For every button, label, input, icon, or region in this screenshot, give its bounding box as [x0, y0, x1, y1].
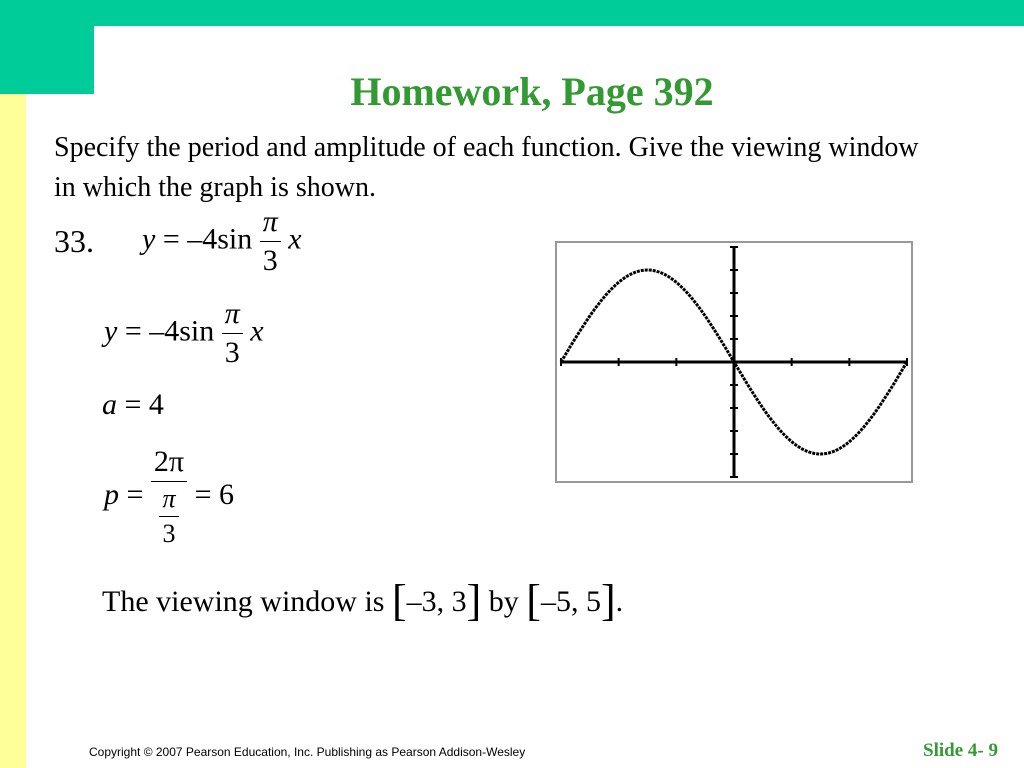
- eq-func: sin: [217, 222, 253, 256]
- eq-lhs: y: [142, 222, 156, 256]
- y-interval-close-bracket: ]: [600, 576, 616, 625]
- period-inner-num: π: [162, 484, 176, 513]
- window-text-by: by: [481, 585, 527, 618]
- amp-equals: =: [124, 388, 142, 421]
- sine-graph: [555, 241, 913, 483]
- instructions-text: Specify the period and amplitude of each function. Give the viewing window in which the graph is shown.: [54, 132, 919, 203]
- period-frac-num: 2π: [151, 445, 187, 482]
- x-interval-open-bracket: [: [391, 576, 407, 625]
- top-accent-bar: [0, 0, 1024, 26]
- eq-fraction: [260, 205, 281, 278]
- eq2-coef: –4: [149, 314, 180, 348]
- eq2-lhs: y: [104, 314, 118, 348]
- amplitude-equation: [102, 388, 164, 422]
- x-interval-close-bracket: ]: [466, 576, 482, 625]
- left-accent-strip: [0, 94, 26, 768]
- copyright-footer: Copyright © 2007 Pearson Education, Inc. Publishing as Pearson Addison-Wesley: [89, 745, 526, 759]
- period-lhs: p: [104, 477, 119, 511]
- y-interval: –5, 5: [540, 585, 601, 618]
- eq2-equals: =: [124, 314, 142, 348]
- eq2-fraction: [222, 297, 243, 370]
- slide-number: Slide 4- 9: [923, 740, 998, 761]
- eq2-frac-num: π: [224, 297, 240, 330]
- eq-var: x: [288, 222, 302, 256]
- eq2-func: sin: [179, 314, 215, 348]
- viewing-window-statement: [102, 576, 623, 627]
- eq2-frac-den: 3: [224, 336, 240, 369]
- period-inner-fraction: [159, 484, 178, 549]
- eq-frac-den: 3: [262, 244, 278, 277]
- equation-worked: [104, 297, 264, 370]
- eq-frac-num: π: [262, 205, 278, 238]
- eq2-var: x: [250, 314, 264, 348]
- amp-lhs: a: [102, 388, 117, 421]
- eq-equals: =: [162, 222, 180, 256]
- x-interval: –3, 3: [406, 585, 467, 618]
- period-inner-den: 3: [162, 519, 176, 548]
- period-equals-2: =: [194, 477, 212, 511]
- period-frac-den: [151, 482, 187, 549]
- problem-number: 33.: [54, 223, 94, 259]
- period-value: 6: [219, 477, 234, 511]
- period-fraction: [151, 445, 187, 549]
- window-text-end: .: [615, 585, 624, 618]
- window-text-before: The viewing window is: [102, 585, 392, 618]
- y-interval-open-bracket: [: [526, 576, 541, 625]
- period-equation: [104, 445, 234, 549]
- eq-coef: –4: [187, 222, 218, 256]
- equation-header: [142, 205, 302, 278]
- amp-value: 4: [148, 388, 164, 421]
- period-equals: =: [126, 477, 144, 511]
- slide-title: Homework, Page 392: [350, 69, 714, 114]
